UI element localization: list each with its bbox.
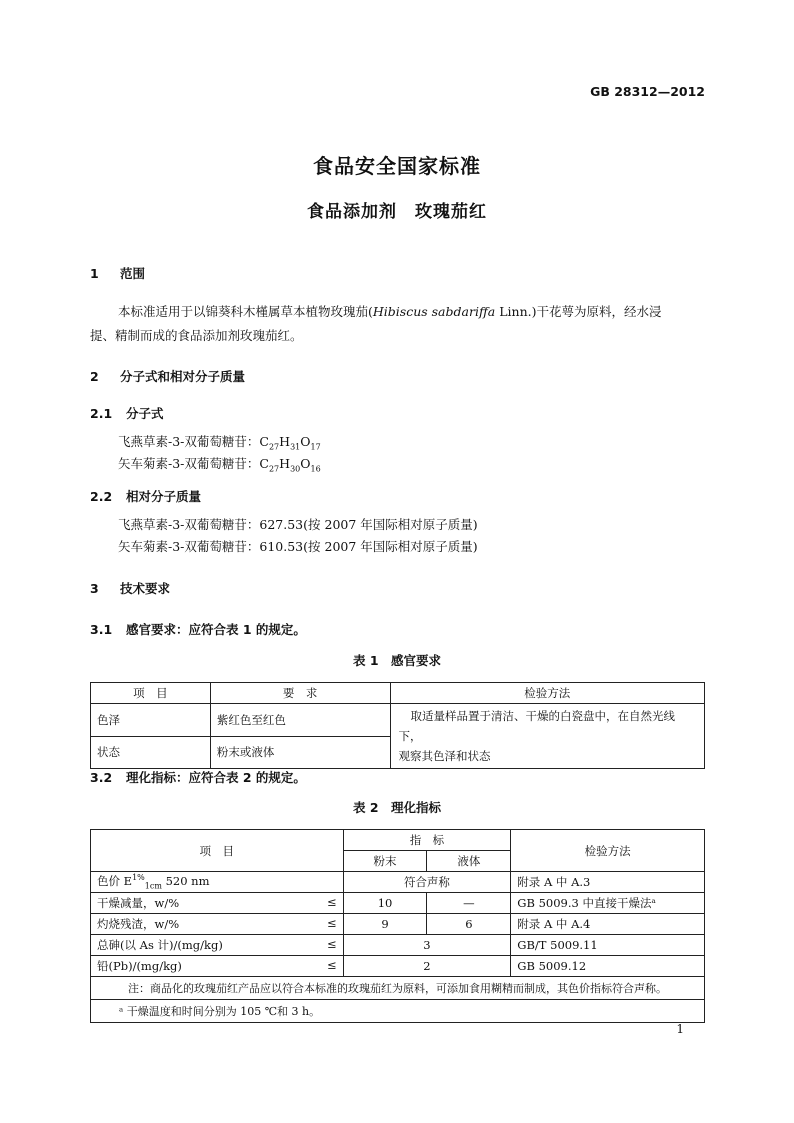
section-3-1-heading: 3.1 感官要求：应符合表 1 的规定。 [90,622,306,637]
formula-delphinidin: 飞燕草素-3-双葡萄糖苷：$C_{27}H_{31}O_{17}$ [118,434,321,452]
table-row [91,872,705,893]
mass-delphinidin: 飞燕草素-3-双葡萄糖苷：627.53(按 2007 年国际相对原子质量) [118,517,478,532]
table-1-sensory [90,682,705,769]
section-3-heading: 3 技术要求 [90,581,171,596]
table-row [91,893,705,914]
mass-cyanidin: 矢车菊素-3-双葡萄糖苷：610.53(按 2007 年国际相对原子质量) [118,539,478,554]
formula-cyanidin: 矢车菊素-3-双葡萄糖苷：$C_{27}H_{30}O_{16}$ [118,456,321,474]
table-cell: — [427,893,511,914]
section-1-heading: 1 范围 [90,266,146,281]
table-cell: 附录 A 中 A.3 [511,872,705,893]
table-cell: 总砷(以 As 计)/(mg/kg) ≤ [91,935,344,956]
table-cell: GB/T 5009.11 [511,935,705,956]
table-cell-method: 取适量样品置于清洁、干燥的白瓷盘中，在自然光线下， 观察其色泽和状态 [390,704,704,769]
table-cell: GB 5009.3 中直接干燥法ᵃ [511,893,705,914]
table-note: 注：商品化的玫瑰茄红产品应以符合本标准的玫瑰茄红为原料，可添加食用糊精而制成，其色价指标符合声称。 [91,977,705,1000]
table-row [91,935,705,956]
table-cell: 10 [343,893,427,914]
table-row [91,914,705,935]
table-header-cell: 项 目 [91,830,344,872]
table-cell: 紫红色至红色 [210,704,390,737]
table-cell: 2 [343,956,511,977]
table-row [91,977,705,1000]
table-header-cell: 项 目 [91,683,211,704]
page-subtitle: 食品添加剂 玫瑰茄红 [307,202,487,222]
table-row [91,1000,705,1023]
table-cell: 符合声称 [343,872,511,893]
table-header-cell: 检验方法 [390,683,704,704]
table-cell: 9 [343,914,427,935]
table-cell: 3 [343,935,511,956]
table-row [91,956,705,977]
table-cell: 铅(Pb)/(mg/kg) ≤ [91,956,344,977]
standard-number: GB 28312—2012 [590,84,705,99]
table-footnote: ᵃ 干燥温度和时间分别为 105 ℃和 3 h。 [91,1000,705,1023]
table-2-physicochemical [90,829,705,1023]
table-cell: 色价 $E^{1\%}_{1cm}$ 520 nm [91,872,344,893]
table-header-cell: 检验方法 [511,830,705,872]
table-row [91,830,705,851]
table-cell: 灼烧残渣，w/% ≤ [91,914,344,935]
table-cell: 附录 A 中 A.4 [511,914,705,935]
table-cell: 6 [427,914,511,935]
section-3-2-heading: 3.2 理化指标：应符合表 2 的规定。 [90,770,306,785]
table-cell: 粉末或液体 [210,736,390,769]
section-2-heading: 2 分子式和相对分子质量 [90,369,246,384]
table-header-cell: 指 标 [343,830,511,851]
table-cell: 干燥减量，w/% ≤ [91,893,344,914]
table-cell: 状态 [91,736,211,769]
table-header-cell: 粉末 [343,851,427,872]
table-row [91,704,705,737]
table-row [91,683,705,704]
table-1-caption: 表 1 感官要求 [352,653,442,668]
section-2-1-heading: 2.1 分子式 [90,406,164,421]
table-cell: GB 5009.12 [511,956,705,977]
page-title: 食品安全国家标准 [313,154,481,178]
table-header-cell: 液体 [427,851,511,872]
page-number: 1 [676,1022,684,1036]
section-2-2-heading: 2.2 相对分子质量 [90,489,202,504]
table-header-cell: 要 求 [210,683,390,704]
section-1-paragraph: 本标准适用于以锦葵科木槿属草本植物玫瑰茄(Hibiscus sabdariffa Linn.)干花萼为原料，经水浸 提、精制而成的食品添加剂玫瑰茄红。 [90,304,662,343]
table-2-caption: 表 2 理化指标 [352,800,442,815]
table-cell: 色泽 [91,704,211,737]
